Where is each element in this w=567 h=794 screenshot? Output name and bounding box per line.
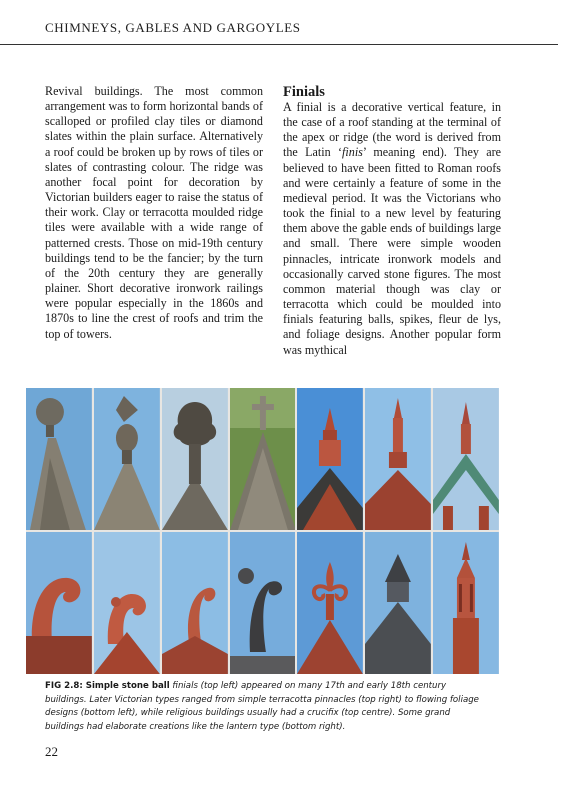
text-line: pinnacles, intricate ironwork models (283, 251, 476, 266)
text-line: terminal of the apex or ridge (the word (283, 115, 501, 145)
text-line: 1870s to line the crest of roofs and trim (45, 311, 245, 326)
figure-text: finials (top left) appeared on many 17th and early 18th century buildings. Later Victorian types ranged from simple terracotta pinnacles (top right) to flowing foliage designs (bottom left), while religious buildings usually had a crucifix (top centre). Some grand buildings had elaborate creations like the lantern type (bottom right). (45, 681, 479, 732)
text-line: broken up by rows of tiles or slates (45, 144, 263, 174)
text-line: end). They are believed to have been (283, 145, 502, 175)
text-line: fitted to Roman roofs and were certainly (283, 160, 501, 190)
photo-stone-ball-finial (26, 388, 92, 530)
section-heading-finials: Finials (283, 84, 325, 100)
text-line: was clay or terracotta which could be (283, 281, 501, 312)
photo-carved-stone-figure-finial (162, 388, 228, 530)
text-line: and occasionally carved stone figures. (283, 251, 501, 281)
text-line: status of their work. Clay or terracotta (45, 190, 263, 220)
text-line: another focal point for decoration by (45, 174, 263, 189)
text-line: century they are generally plainer. Short (45, 265, 263, 296)
text-line: on mid-19th century buildings tend to (45, 235, 263, 265)
text-line: in the case of a roof standing at the (283, 100, 501, 130)
left-column (45, 84, 263, 342)
text-fragment: ’ meaning (362, 145, 416, 160)
text-line: moulded into finials featuring balls, (283, 297, 501, 327)
text-line: be the fancier; by the turn of the 20th (45, 250, 264, 280)
photo-terracotta-verdigris-finial (433, 388, 499, 530)
page-number: 22 (45, 744, 58, 759)
text-line: bands of scalloped or profiled clay (45, 99, 263, 129)
text-line: The most common material though (283, 266, 501, 296)
photo-lantern-terracotta-finial (433, 532, 499, 674)
photo-crucifix-finial (230, 388, 296, 530)
text-line: the top of towers. (45, 311, 263, 341)
text-line: and small. There were simple wooden (283, 236, 501, 251)
text-line: finial to a new level by featuring them (283, 206, 501, 236)
text-line: surface. Alternatively a roof could be (45, 129, 263, 159)
photo-terracotta-spike-finial (365, 388, 431, 530)
photo-stone-urn-finial (94, 388, 160, 530)
text-line: It was the Victorians who took the (283, 190, 501, 221)
text-line: above the gable ends of buildings large (310, 221, 501, 236)
photo-lantern-slate-finial (365, 532, 431, 674)
photo-terracotta-wave-finial (26, 532, 92, 674)
text-line: Another popular form was mythical (283, 327, 501, 357)
photo-terracotta-foliage-finial (162, 532, 228, 674)
text-line: Victorian builders eager to raise the (45, 190, 219, 205)
photo-dark-curl-finial (230, 532, 296, 674)
right-column (283, 84, 501, 358)
right-paragraph (283, 100, 501, 358)
header-rule (0, 44, 558, 45)
finials-photo-collage (26, 388, 499, 674)
text-line: Revival buildings. The most common (45, 84, 263, 98)
text-line: decorative ironwork railings were (45, 281, 263, 311)
text-fragment: is derived from the Latin ‘ (283, 130, 501, 160)
text-line: a wide range of patterned crests. Those (45, 220, 263, 250)
text-line: arrangement was to form horizontal (45, 99, 219, 114)
text-line: moulded ridge tiles were available with (45, 205, 263, 235)
photo-terracotta-scroll-finial (94, 532, 160, 674)
text-line: popular especially in the 1860s and (74, 296, 263, 311)
running-head: CHIMNEYS, GABLES AND GARGOYLES (45, 20, 301, 35)
text-line: spikes, fleur de lys, and foliage designs. (283, 312, 501, 342)
text-line: a feature of some in the medieval period. (283, 175, 501, 205)
photo-terracotta-pinnacle-finial (297, 388, 363, 530)
left-paragraph (45, 84, 263, 342)
photo-fleur-de-lys-finial (297, 532, 363, 674)
text-line: A finial is a decorative vertical feature, (283, 100, 487, 114)
text-line: tiles or diamond slates within the plain (45, 114, 263, 144)
latin-word: finis (342, 145, 363, 160)
figure-caption (45, 680, 485, 734)
figure-label: FIG 2.8: Simple stone ball (45, 681, 170, 691)
text-line: of contrasting colour. The ridge was (77, 159, 264, 174)
